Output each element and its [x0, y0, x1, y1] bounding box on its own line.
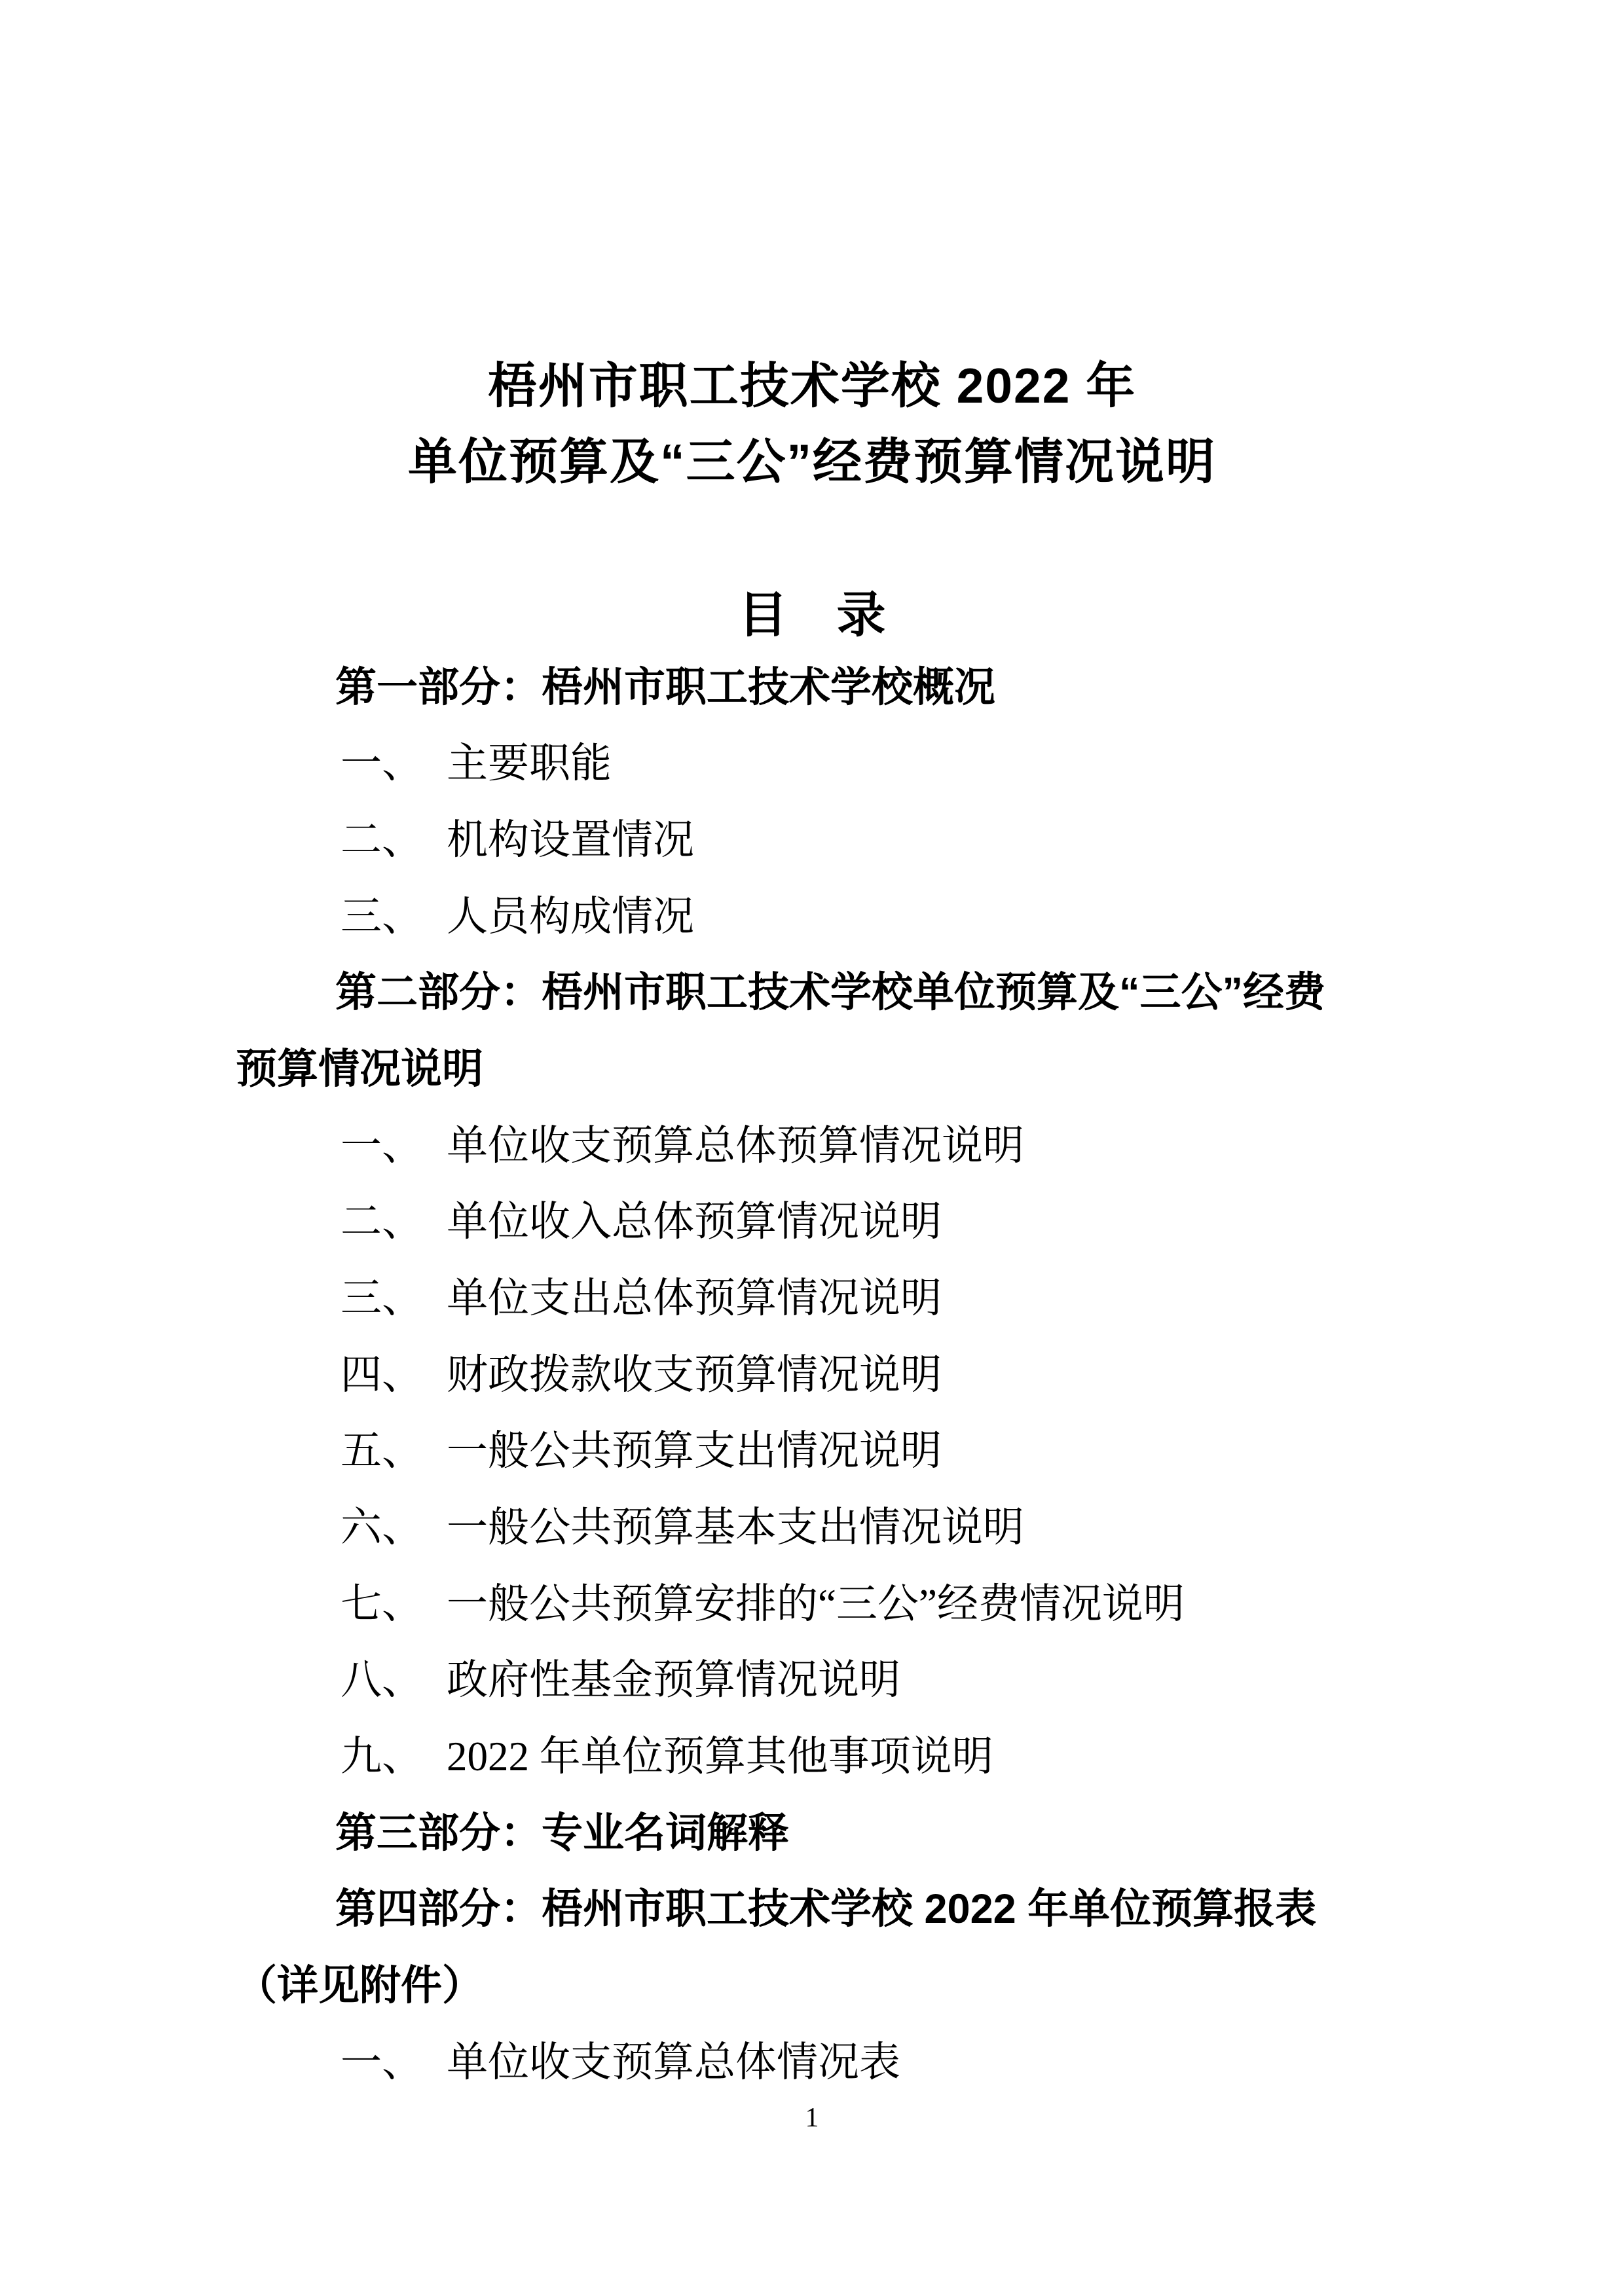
toc-item	[242, 1430, 1493, 1472]
toc-item-label: 一般公共预算支出情况说明	[447, 1428, 942, 1474]
toc-item-number: 八、	[341, 1657, 423, 1703]
toc-item	[242, 740, 1493, 786]
toc-item-number: 九、	[341, 1734, 423, 1779]
toc-item-label: 机构设置情况	[447, 817, 694, 863]
toc-item-number: 二、	[341, 817, 423, 863]
toc-item-number: 一、	[341, 2039, 423, 2085]
toc-section-part4-continuation: （详见附件）	[236, 1963, 483, 2009]
toc-item	[242, 1581, 1493, 1627]
toc-item-label: 单位收入总体预算情况说明	[447, 1199, 942, 1245]
page-number: 1	[805, 2103, 819, 2133]
toc-item-number: 四、	[341, 1352, 423, 1398]
toc-item-label: 人员构成情况	[447, 894, 694, 939]
toc-heading: 目 录	[738, 587, 886, 642]
toc-item	[242, 1504, 1493, 1550]
toc-item	[242, 896, 1493, 938]
toc-item-label: 2022 年单位预算其他事项说明	[447, 1734, 993, 1779]
toc-item	[242, 1657, 1493, 1703]
toc-section-part1: 第一部分：梧州市职工技术学校概况	[335, 665, 995, 710]
toc-item-number: 三、	[341, 894, 423, 939]
toc-item-label: 单位收支预算总体预算情况说明	[447, 1123, 1024, 1169]
toc-item-label: 财政拨款收支预算情况说明	[447, 1352, 942, 1398]
toc-section-part2-continuation: 预算情况说明	[236, 1046, 483, 1092]
toc-section-part4: 第四部分：梧州市职工技术学校 2022 年单位预算报表	[335, 1886, 1317, 1932]
toc-item	[242, 2039, 1493, 2085]
toc-item	[242, 1352, 1493, 1398]
toc-item-number: 七、	[341, 1581, 423, 1627]
toc-section-part2: 第二部分：梧州市职工技术学校单位预算及“三公”经费	[335, 970, 1325, 1015]
toc-item-number: 一、	[341, 740, 423, 786]
toc-item	[242, 1275, 1493, 1321]
toc-item	[242, 1125, 1493, 1167]
toc-item-label: 单位收支预算总体情况表	[447, 2039, 900, 2085]
document-title-line-1: 梧州市职工技术学校 2022 年	[487, 358, 1137, 413]
toc-item-number: 三、	[341, 1275, 423, 1321]
toc-item-number: 一、	[341, 1123, 423, 1169]
toc-item	[242, 1736, 1493, 1777]
toc-item-label: 主要职能	[447, 740, 612, 786]
toc-item-label: 政府性基金预算情况说明	[447, 1657, 900, 1703]
toc-item-label: 一般公共预算安排的“三公”经费情况说明	[447, 1581, 1185, 1627]
toc-item-number: 五、	[341, 1428, 423, 1474]
toc-section-part3: 第三部分：专业名词解释	[335, 1810, 789, 1856]
toc-item-number: 六、	[341, 1504, 423, 1550]
toc-item	[242, 1201, 1493, 1243]
document-title-line-2: 单位预算及“三公”经费预算情况说明	[407, 434, 1216, 489]
toc-item-number: 二、	[341, 1199, 423, 1245]
toc-item-label: 一般公共预算基本支出情况说明	[447, 1504, 1024, 1550]
toc-item-label: 单位支出总体预算情况说明	[447, 1275, 942, 1321]
toc-item	[242, 817, 1493, 863]
